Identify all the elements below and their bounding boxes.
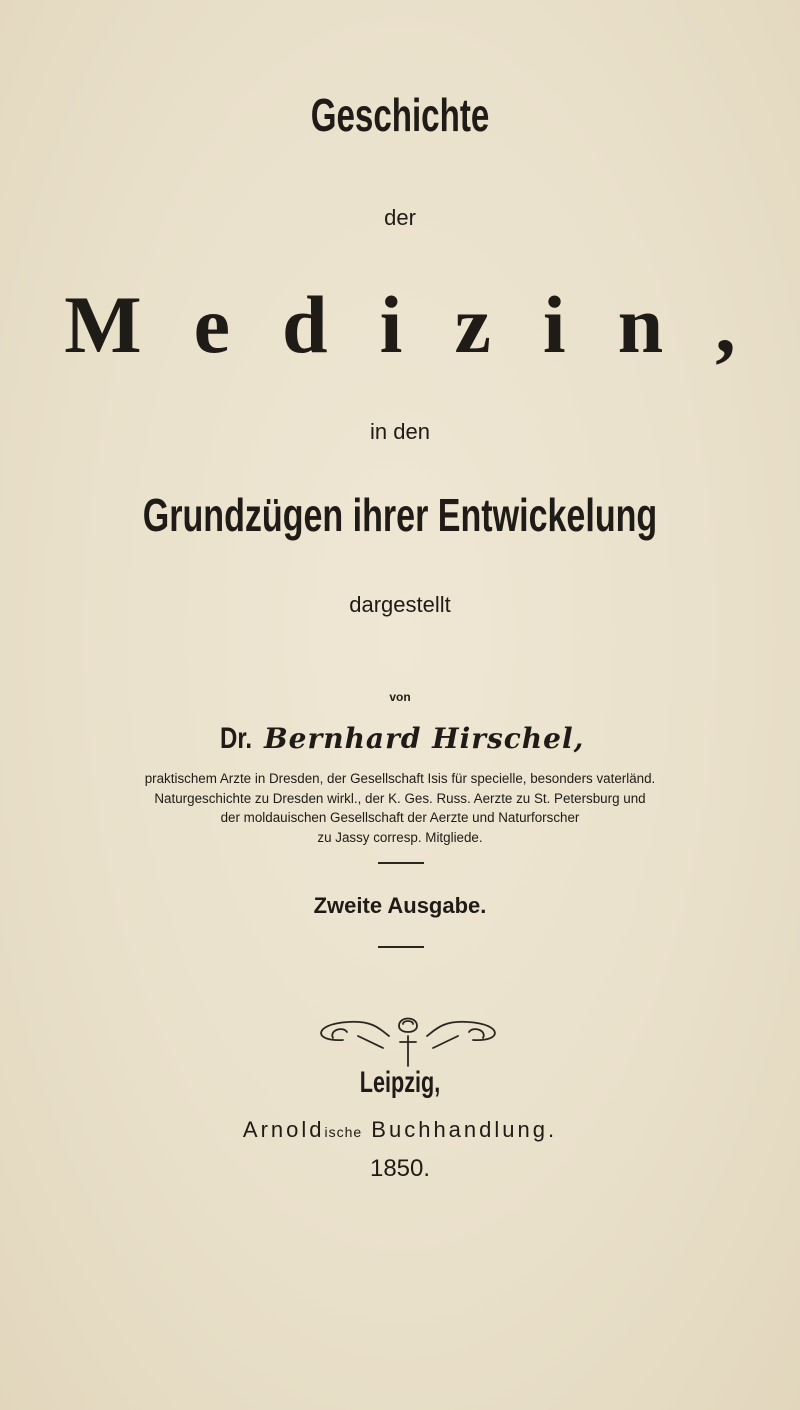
author-line — [0, 722, 800, 756]
ornament-vignette-icon — [303, 1012, 513, 1068]
description-line: zu Jassy corresp. Mitgliede. — [317, 829, 483, 845]
author-description — [0, 769, 800, 847]
imprint-publisher — [0, 1117, 800, 1143]
author-name: Bernhard Hirschel, — [263, 722, 585, 755]
title-in-den: in den — [370, 419, 430, 444]
publisher-part: Arnold — [242, 1117, 325, 1142]
edition-label: Zweite Ausgabe. — [313, 893, 487, 918]
description-line: der moldauischen Gesellschaft der Aerzte und Naturforscher — [220, 810, 580, 825]
divider-top — [378, 862, 424, 864]
description-line: praktischem Arzte in Dresden, der Gesellschaft Isis für specielle, besonders vaterländ. — [144, 771, 656, 786]
title-von: von — [389, 690, 411, 704]
title-grundzuege: Grundzügen ihrer Entwickelung — [142, 489, 658, 541]
publisher-part-small: ische — [324, 1124, 363, 1140]
imprint-city: Leipzig, — [359, 1066, 441, 1099]
title-medizin: Medizin, — [64, 279, 788, 370]
title-der: der — [384, 205, 416, 230]
divider-bottom — [378, 946, 424, 948]
publisher-part: Buchhandlung. — [371, 1117, 558, 1142]
title-geschichte: Geschichte — [310, 89, 490, 141]
title-dargestellt: dargestellt — [349, 592, 451, 617]
description-line: Naturgeschichte zu Dresden wirkl., der K. Ges. Russ. Aerzte zu St. Petersburg und — [154, 790, 646, 806]
author-prefix: Dr. — [219, 722, 252, 755]
imprint-year: 1850. — [369, 1155, 431, 1182]
